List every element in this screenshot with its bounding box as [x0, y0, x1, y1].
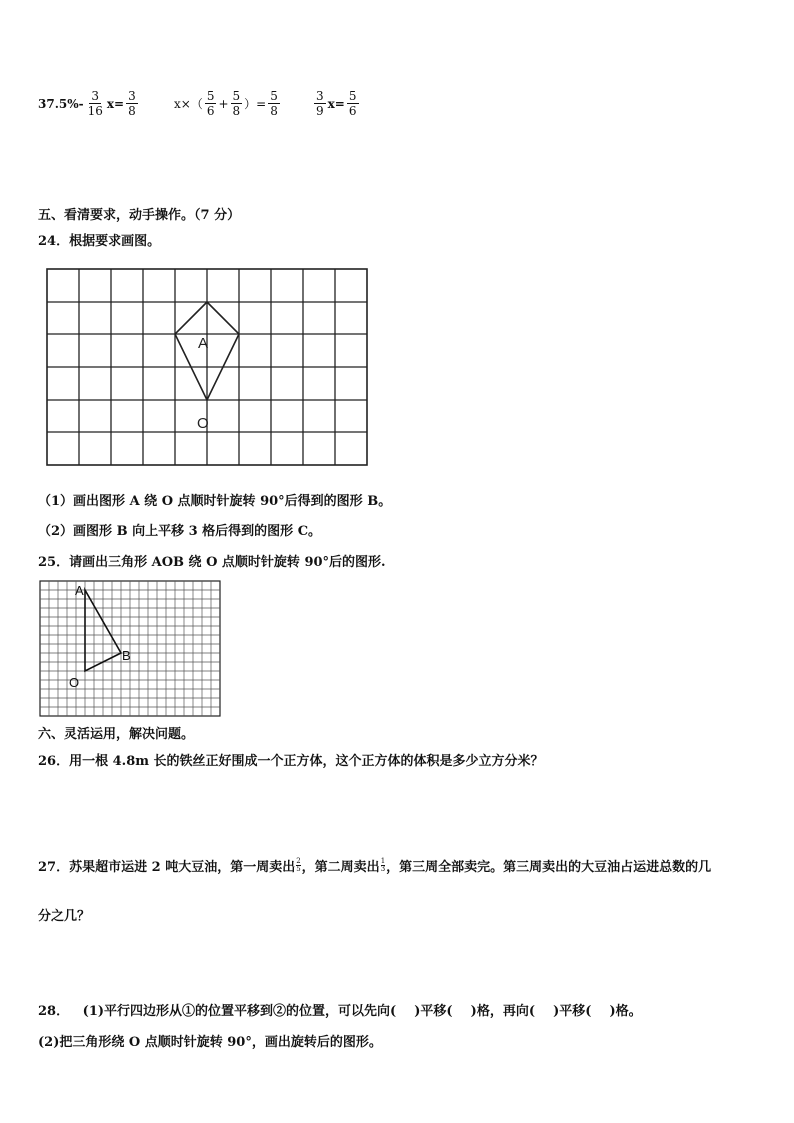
eq2-fraction-1: $\frac{5}{6}$	[206, 89, 215, 118]
q27-fraction-1: $\frac{2}{5}$	[296, 857, 301, 873]
q27-part-2: ，第二周卖出	[301, 860, 380, 875]
q24-title: 24．根据要求画图。	[38, 234, 161, 249]
eq3-mid: x=	[327, 96, 345, 111]
eq1-fraction-2: $\frac{3}{8}$	[128, 89, 136, 118]
q25-label-o: O	[69, 675, 80, 690]
q24-sub1: （1）画出图形 A 绕 O 点顺时针旋转 90°后得到的图形 B。	[38, 494, 392, 509]
q28-line-1: 28． (1)平行四边形从①的位置平移到②的位置，可以先向( )平移( )格，再向( )平移( )格。	[38, 1004, 642, 1019]
label-o: O	[197, 415, 209, 432]
eq1-mid: x=	[106, 96, 125, 111]
q27-line-2: 分之几？	[38, 909, 91, 924]
q28-line-2: (2)把三角形绕 O 点顺时针旋转 90°，画出旋转后的图形。	[38, 1035, 382, 1050]
q27-part-1: 27．苏果超市运进 2 吨大豆油，第一周卖出	[38, 860, 296, 875]
equation-3	[314, 90, 359, 117]
q24-sub2: （2）画图形 B 向上平移 3 格后得到的图形 C。	[38, 524, 322, 539]
q24-grid	[47, 269, 367, 465]
eq2-plus: +	[218, 96, 229, 111]
q27-part-3: ，第三周全部卖完。第三周卖出的大豆油占运进总数的几	[386, 860, 712, 875]
eq2-mid: ）=	[244, 97, 267, 111]
q25-title: 25．请画出三角形 AOB 绕 O 点顺时针旋转 90°后的图形.	[38, 555, 386, 570]
eq1-fraction-1: $\frac{3}{16}$	[87, 89, 103, 118]
equation-1	[38, 90, 138, 117]
section-5-title: 五、看清要求，动手操作。（7 分）	[38, 208, 241, 223]
eq3-fraction-1: $\frac{3}{9}$	[316, 89, 324, 118]
section-6-title: 六、灵活运用，解决问题。	[38, 727, 195, 742]
eq2-prefix: x×（	[174, 97, 203, 111]
q25-label-b: B	[122, 648, 131, 663]
q25-label-a: A	[75, 583, 84, 598]
eq3-fraction-2: $\frac{5}{6}$	[348, 89, 357, 118]
eq2-fraction-3: $\frac{5}{8}$	[270, 89, 278, 118]
eq1-prefix: 37.5%-	[38, 96, 84, 111]
eq2-fraction-2: $\frac{5}{8}$	[232, 89, 241, 118]
q26-text: 26．用一根 4.8m 长的铁丝正好围成一个正方体，这个正方体的体积是多少立方分米？	[38, 754, 544, 769]
q25-grid-figure	[38, 579, 222, 719]
q24-grid-figure	[44, 260, 370, 468]
equation-2	[174, 90, 280, 117]
q27-line-1	[38, 856, 711, 875]
q27-fraction-2: $\frac{1}{3}$	[380, 857, 386, 873]
label-a: A	[198, 335, 209, 352]
